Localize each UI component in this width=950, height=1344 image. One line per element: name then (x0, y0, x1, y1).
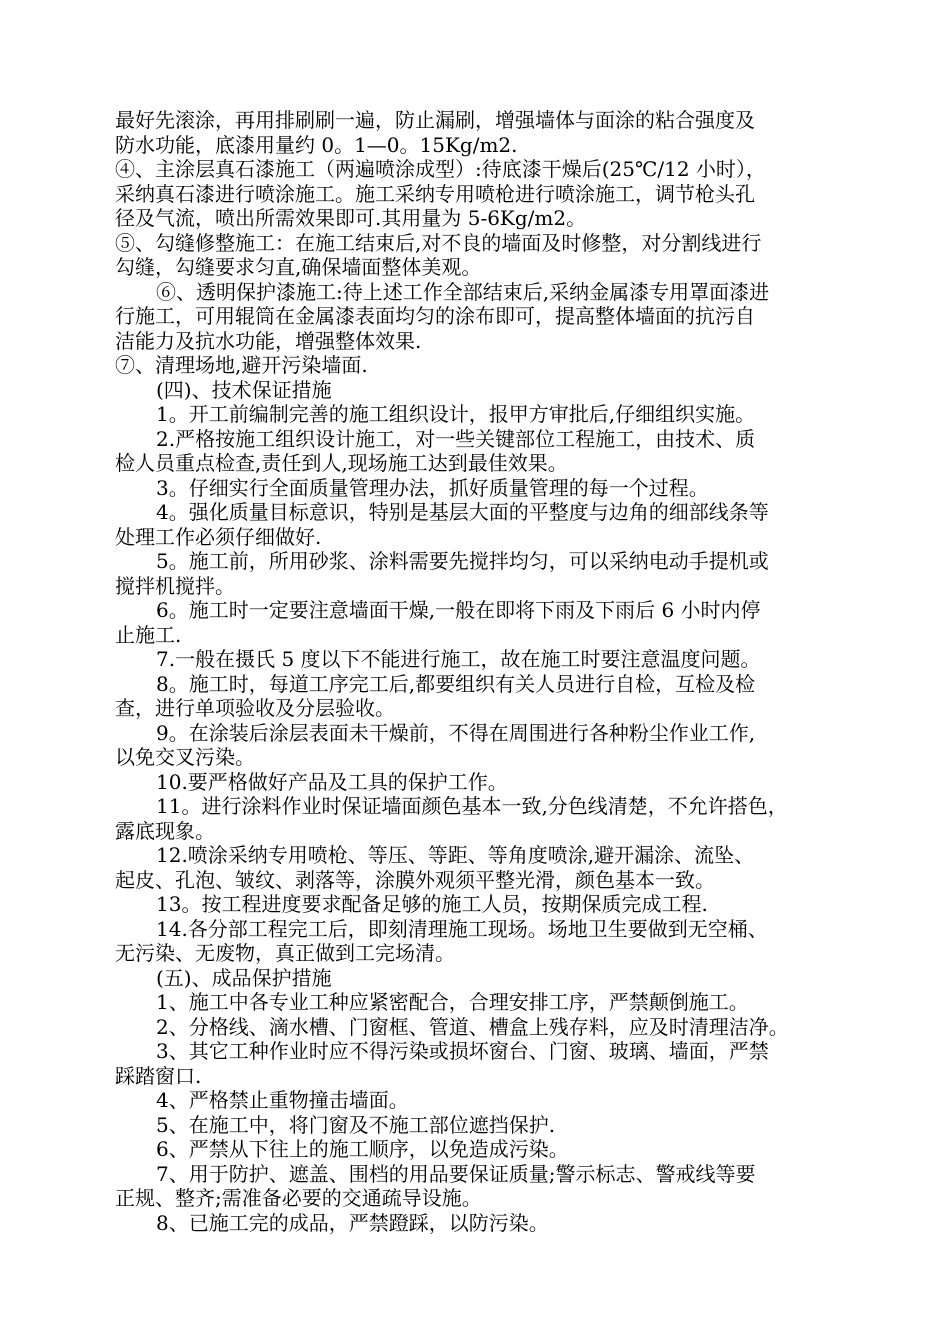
text-line: 9。在涂装后涂层表面未干燥前，不得在周围进行各种粉尘作业工作, (156, 720, 756, 745)
text-line: 8。施工时，每道工序完工后,都要组织有关人员进行自检，互检及检 (156, 671, 756, 696)
text-line: 6。施工时一定要注意墙面干燥,一般在即将下雨及下雨后 6 小时内停 (156, 598, 761, 622)
text-line: 8、已施工完的成品，严禁蹬踩，以防污染。 (156, 1210, 549, 1235)
text-line: 1。开工前编制完善的施工组织设计，报甲方审批后,仔细组织实施。 (156, 402, 756, 426)
text-line: 4、严格禁止重物撞击墙面。 (156, 1088, 409, 1112)
text-line: 3、其它工种作业时应不得污染或损坏窗台、门窗、玻璃、墙面，严禁 (156, 1039, 769, 1063)
text-line: 露底现象。 (115, 818, 215, 843)
text-line: 2、分格线、滴水槽、门窗框、管道、槽盒上残存料，应及时清理洁净。 (156, 1014, 789, 1039)
text-line: 检人员重点检查,责任到人,现场施工达到最佳效果。 (115, 451, 568, 475)
text-line: 径及气流，喷出所需效果即可.其用量为 5-6Kg/m2。 (115, 206, 587, 230)
text-line: 12.喷涂采纳专用喷枪、等压、等距、等角度喷涂,避开漏涂、流坠、 (156, 843, 755, 867)
text-line: 采纳真石漆进行喷涂施工。施工采纳专用喷枪进行喷涂施工，调节枪头孔 (115, 181, 755, 206)
text-line: 洁能力及抗水功能，增强整体效果. (115, 328, 422, 353)
text-line: 搅拌机搅拌。 (115, 573, 235, 598)
text-line: 7、用于防护、遮盖、围档的用品要保证质量;警示标志、警戒线等要 (156, 1161, 756, 1186)
text-line: (五)、成品保护措施 (156, 965, 332, 990)
text-line: 防水功能，底漆用量约 0。1—0。15Kg/m2. (115, 132, 518, 157)
text-line: ⑤、勾缝修整施工：在施工结束后,对不良的墙面及时修整，对分割线进行 (115, 230, 762, 255)
text-line: 3。仔细实行全面质量管理办法，抓好质量管理的每一个过程。 (156, 475, 709, 500)
text-line: 13。按工程进度要求配备足够的施工人员，按期保质完成工程. (156, 892, 708, 916)
text-line: 6、严禁从下往上的施工顺序，以免造成污染。 (156, 1137, 569, 1161)
text-line: 2.严格按施工组织设计施工，对一些关键部位工程施工，由技术、质 (156, 426, 756, 451)
text-line: 7.一般在摄氏 5 度以下不能进行施工，故在施工时要注意温度问题。 (156, 647, 761, 671)
text-line: 14.各分部工程完工后，即刻清理施工现场。场地卫生要做到无空桶、 (156, 916, 768, 941)
text-line: 5。施工前，所用砂浆、涂料需要先搅拌均匀，可以采纳电动手提机或 (156, 549, 769, 573)
document-body (115, 108, 845, 1235)
text-line: ⑥、透明保护漆施工:待上述工作全部结束后,采纳金属漆专用罩面漆进 (156, 279, 770, 304)
text-line: 以免交叉污染。 (115, 745, 255, 769)
text-line: 11。进行涂料作业时保证墙面颜色基本一致,分色线清楚，不允许搭色， (156, 794, 788, 818)
text-line: 最好先滚涂，再用排刷刷一遍，防止漏刷，增强墙体与面涂的粘合强度及 (115, 108, 755, 132)
text-line: ④、主涂层真石漆施工（两遍喷涂成型）:待底漆干燥后(25℃/12 小时）， (115, 157, 766, 181)
text-line: ⑦、清理场地,避开污染墙面. (115, 353, 368, 377)
text-line: 5、在施工中，将门窗及不施工部位遮挡保护. (156, 1112, 556, 1137)
text-line: 踩踏窗口. (115, 1063, 202, 1088)
text-line: 无污染、无废物，真正做到工完场清。 (115, 941, 455, 965)
text-line: 起皮、孔泡、皱纹、剥落等，涂膜外观须平整光滑，颜色基本一致。 (115, 867, 715, 892)
text-line: 止施工. (115, 622, 182, 647)
text-line: 勾缝，勾缝要求匀直,确保墙面整体美观。 (115, 255, 482, 279)
text-line: 1、施工中各专业工种应紧密配合，合理安排工序，严禁颠倒施工。 (156, 990, 749, 1014)
text-line: 行施工，可用辊筒在金属漆表面均匀的涂布即可，提高整体墙面的抗污自 (115, 304, 755, 328)
text-line: 处理工作必须仔细做好. (115, 524, 322, 549)
text-line: 4。强化质量目标意识，特别是基层大面的平整度与边角的细部线条等 (156, 500, 769, 524)
text-line: 正规、整齐;需准备必要的交通疏导设施。 (115, 1186, 482, 1210)
text-line: 查，进行单项验收及分层验收。 (115, 696, 395, 720)
text-line: (四)、技术保证措施 (156, 377, 332, 402)
text-line: 10.要严格做好产品及工具的保护工作。 (156, 769, 508, 794)
